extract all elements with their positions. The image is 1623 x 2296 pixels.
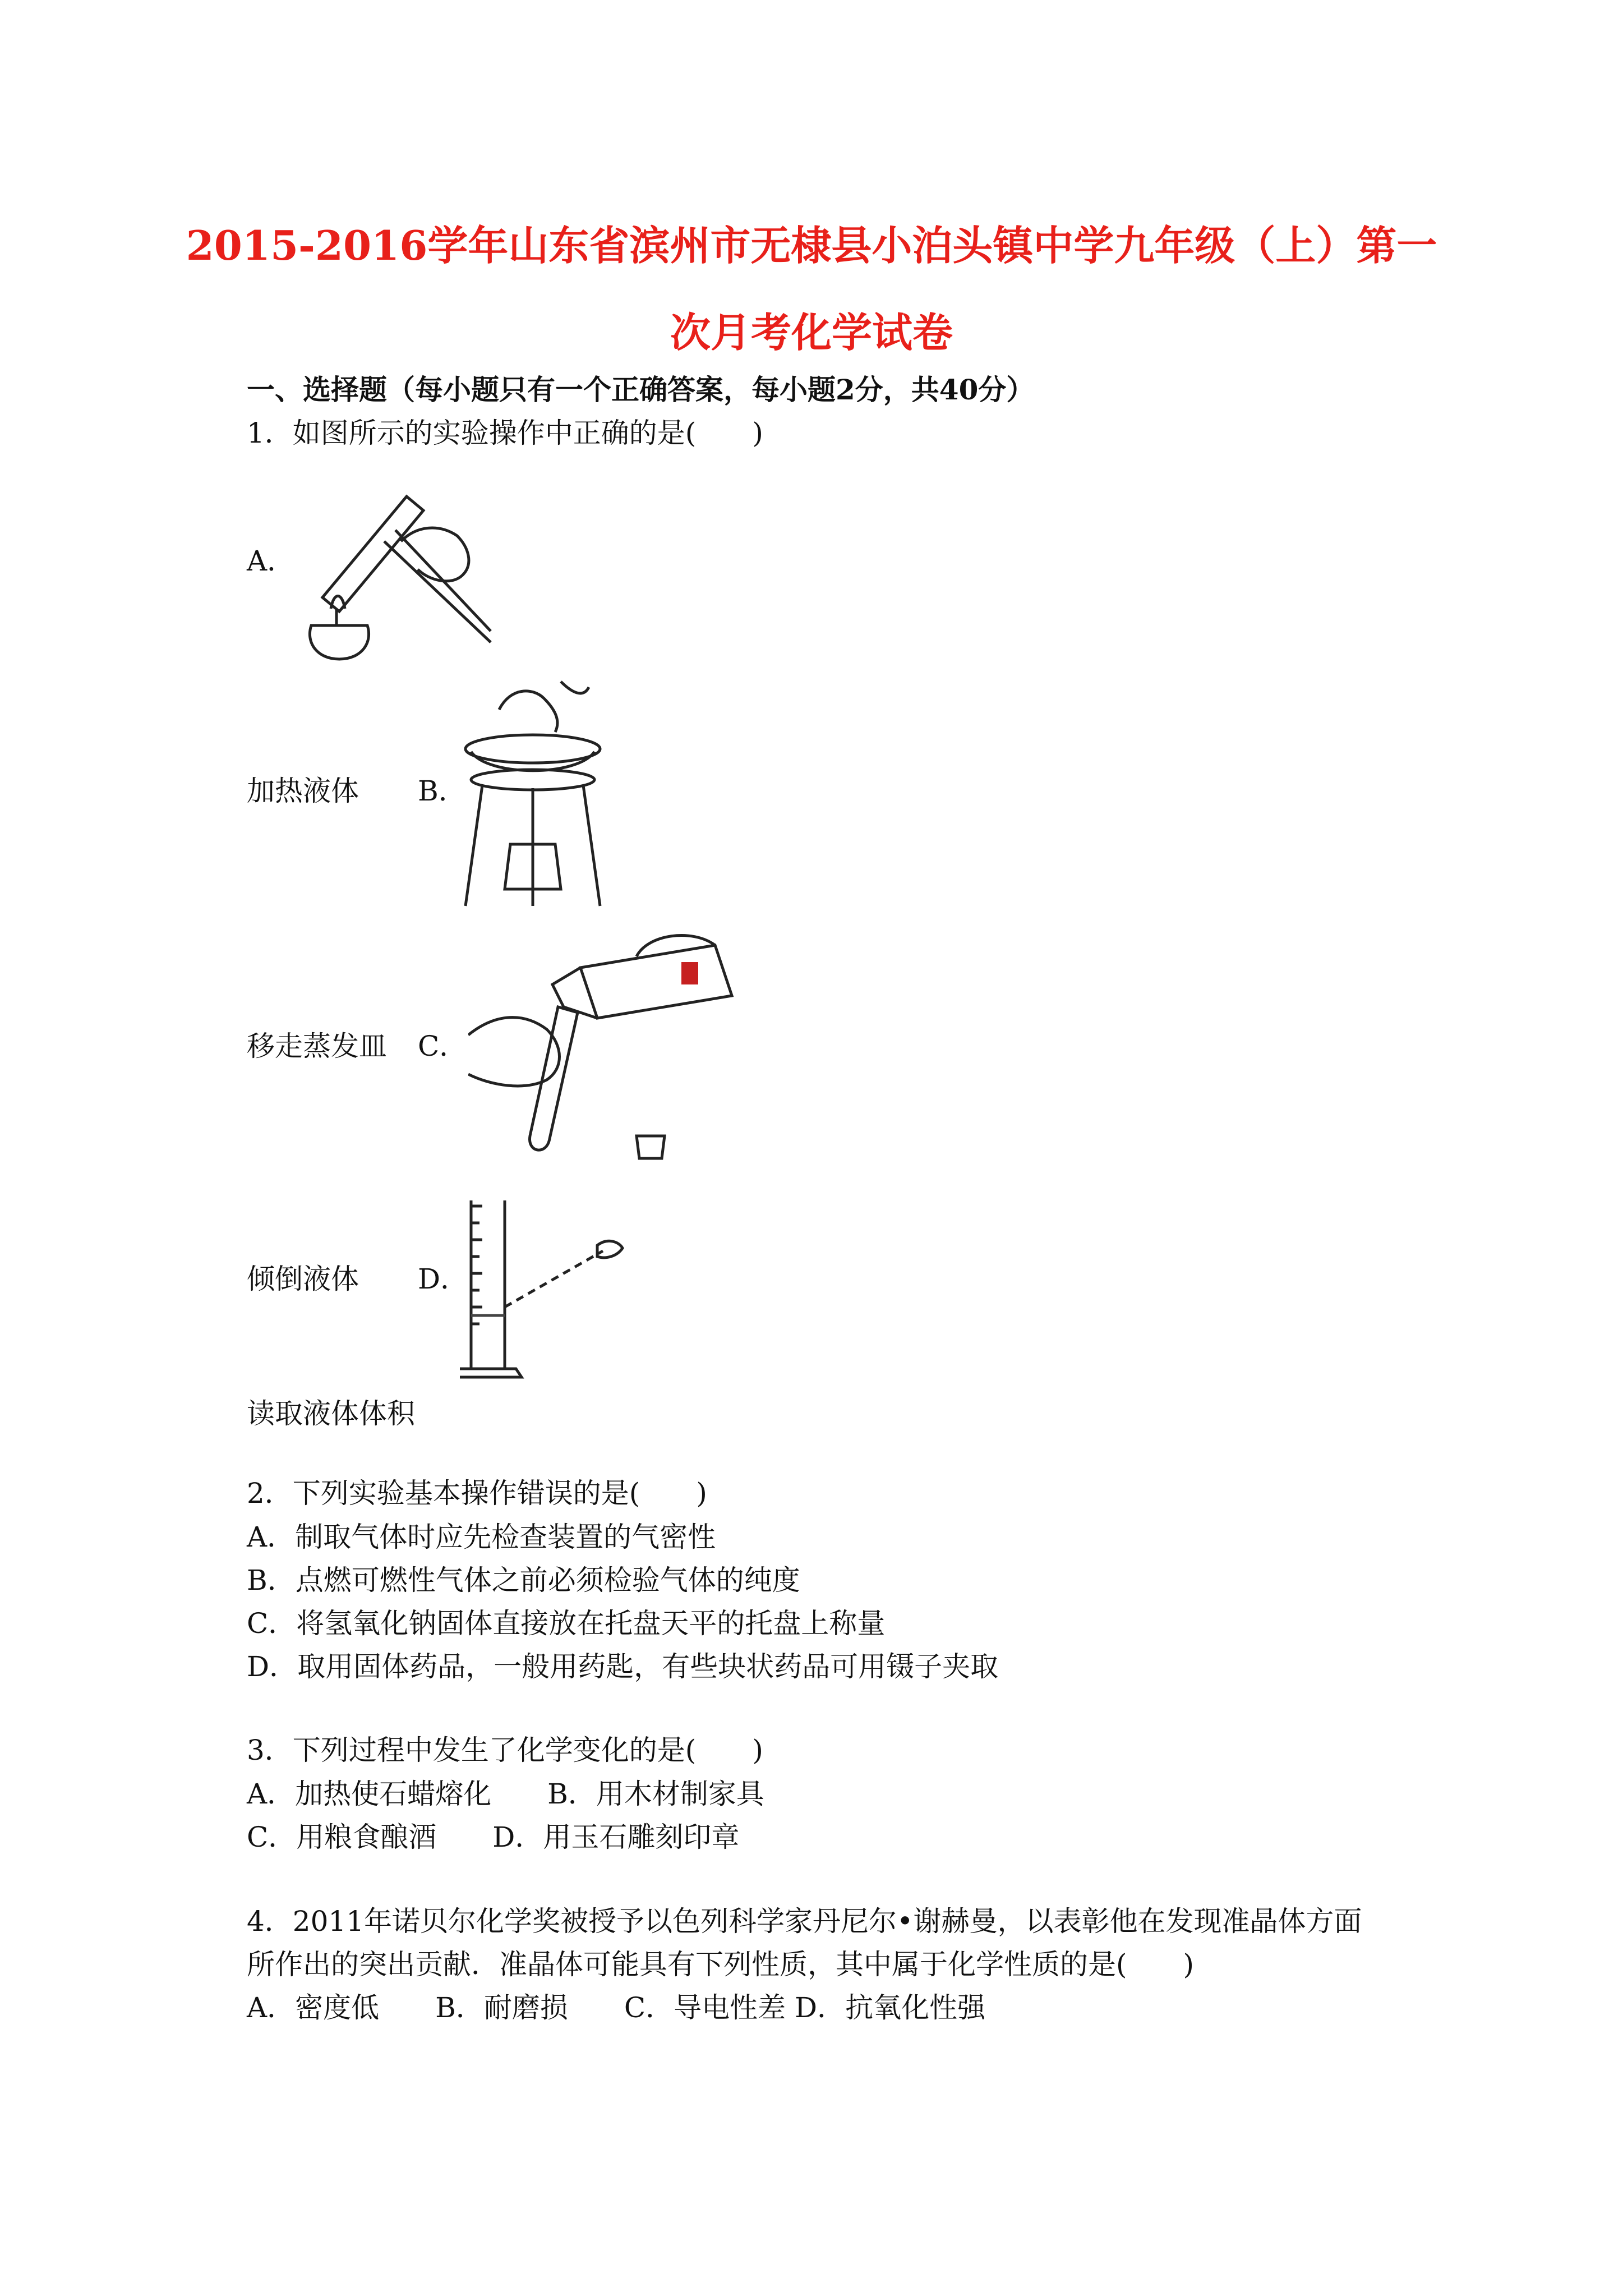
page-title-line-2: 次月考化学试卷: [670, 309, 953, 356]
page-title-line-1: 2015-2016学年山东省滨州市无棣县小泊头镇中学九年级（上）第一: [186, 222, 1437, 269]
q2-option-d: D．取用固体药品，一般用药匙，有些块状药品可用镊子夹取: [247, 1650, 999, 1683]
graduated-cylinder-icon: [460, 1195, 628, 1380]
q1-option-a-letter: A．: [247, 545, 296, 577]
q2-stem: 2．下列实验基本操作错误的是( ): [247, 1477, 707, 1510]
q1-option-b-letter: B．: [418, 775, 467, 807]
q1-option-c-caption: 倾倒液体: [247, 1263, 359, 1295]
q4-stem-line-2: 所作出的突出贡献．准晶体可能具有下列性质，其中属于化学性质的是( ): [247, 1948, 1195, 1981]
evaporating-dish-icon: [449, 676, 617, 912]
heating-test-tube-icon: [289, 457, 502, 665]
q1-stem: 1．如图所示的实验操作中正确的是( ): [247, 417, 763, 449]
q2-option-b: B．点燃可燃性气体之前必须检验气体的纯度: [247, 1564, 800, 1596]
q1-option-d-letter: D．: [418, 1263, 469, 1295]
q3-options-row-1: A．加热使石蜡熔化 B．用木材制家具: [247, 1778, 764, 1810]
q3-stem: 3．下列过程中发生了化学变化的是( ): [247, 1734, 763, 1766]
q2-option-a: A．制取气体时应先检查装置的气密性: [247, 1521, 716, 1553]
q4-stem-line-1: 4．2011年诺贝尔化学奖被授予以色列科学家丹尼尔•谢赫曼，以表彰他在发现准晶体方面: [247, 1905, 1362, 1938]
q3-options-row-2: C．用粮食酿酒 D．用玉石雕刻印章: [247, 1821, 740, 1853]
q1-option-c-letter: C．: [418, 1030, 468, 1062]
q2-option-c: C．将氢氧化钠固体直接放在托盘天平的托盘上称量: [247, 1607, 886, 1640]
q1-option-a-caption: 加热液体: [247, 775, 359, 807]
section-heading: 一、选择题（每小题只有一个正确答案，每小题2分，共40分）: [247, 373, 1035, 406]
q1-option-d-caption: 读取液体体积: [247, 1397, 415, 1430]
pouring-liquid-icon: [468, 923, 749, 1170]
q1-option-b-caption: 移走蒸发皿: [247, 1030, 387, 1062]
q4-options-row: A．密度低 B．耐磨损 C．导电性差 D．抗氧化性强: [247, 1991, 986, 2024]
